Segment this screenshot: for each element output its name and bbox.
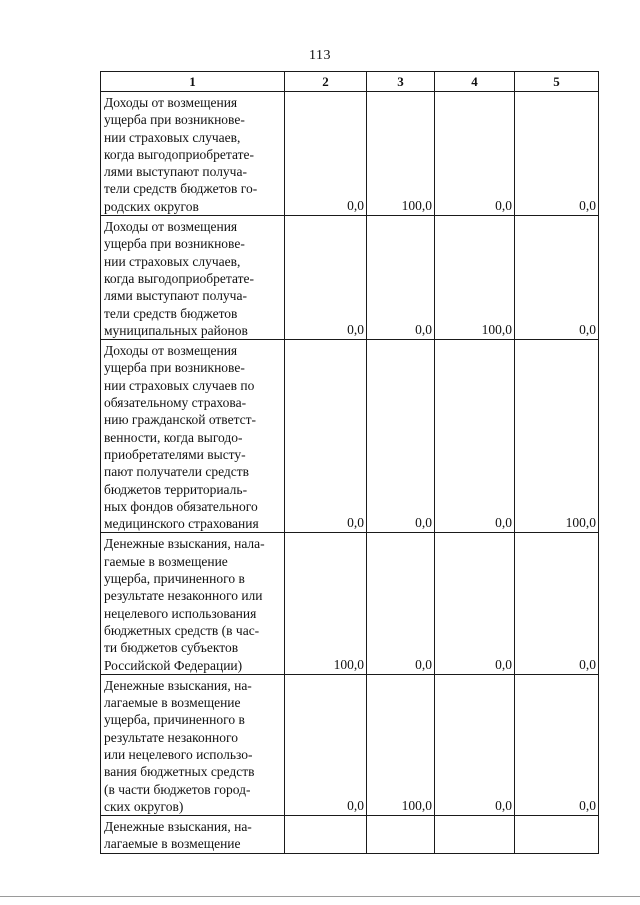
value-cell: 0,0 xyxy=(435,340,515,533)
row-label-cell xyxy=(101,92,285,216)
table-body xyxy=(101,92,599,854)
row-label-line: приобретателями высту- xyxy=(104,446,246,462)
column-header: 5 xyxy=(515,72,599,92)
row-label-line: нию гражданской ответст- xyxy=(104,412,257,428)
row-label-line: нии страховых случаев по xyxy=(104,377,255,393)
value-cell: 0,0 xyxy=(515,216,599,340)
row-label-line: вания бюджетных средств xyxy=(104,764,255,780)
row-label-line: родских округов xyxy=(104,198,199,214)
value-cell xyxy=(367,816,435,854)
value-cell: 0,0 xyxy=(285,340,367,533)
row-label-line: гаемые в возмещение xyxy=(104,553,228,569)
row-label-line: когда выгодоприобретате- xyxy=(104,270,255,286)
table-row xyxy=(101,816,599,854)
row-label-line: нии страховых случаев, xyxy=(104,129,241,145)
row-label-line: ущерба при возникнове- xyxy=(104,236,245,252)
row-label-line: нецелевого использования xyxy=(104,605,257,621)
row-label-line: Доходы от возмещения xyxy=(104,95,238,110)
table-row xyxy=(101,533,599,674)
row-label-line: муниципальных районов xyxy=(104,322,248,338)
table-header-row xyxy=(101,72,599,92)
row-label-cell xyxy=(101,340,285,533)
value-cell xyxy=(515,816,599,854)
row-label-line: ущерба, причиненного в xyxy=(104,712,245,728)
value-cell: 0,0 xyxy=(285,216,367,340)
row-label-line: Денежные взыскания, на- xyxy=(104,819,252,835)
row-label-line: Доходы от возмещения xyxy=(104,219,238,235)
value-cell: 0,0 xyxy=(515,674,599,815)
value-cell: 0,0 xyxy=(285,674,367,815)
table-row xyxy=(101,674,599,815)
row-label-line: лагаемые в возмещение xyxy=(104,695,241,711)
value-cell: 0,0 xyxy=(367,216,435,340)
row-label-line: обязательному страхова- xyxy=(104,395,247,411)
row-label-line: результате незаконного xyxy=(104,729,238,745)
row-label-line: ти бюджетов субъектов xyxy=(104,640,239,656)
value-cell xyxy=(285,816,367,854)
column-header: 3 xyxy=(367,72,435,92)
row-label-line: медицинского страхования xyxy=(104,516,259,532)
row-label-line: когда выгодоприобретате- xyxy=(104,146,255,162)
row-label-cell xyxy=(101,533,285,674)
table-row xyxy=(101,216,599,340)
column-header: 2 xyxy=(285,72,367,92)
row-label-line: Российской Федерации) xyxy=(104,657,243,673)
value-cell xyxy=(435,816,515,854)
value-cell: 0,0 xyxy=(367,533,435,674)
value-cell: 0,0 xyxy=(367,340,435,533)
data-table xyxy=(100,71,599,854)
column-header: 4 xyxy=(435,72,515,92)
table-row xyxy=(101,92,599,216)
row-label-line: ских округов) xyxy=(104,798,184,814)
row-label-line: ущерба при возникнове- xyxy=(104,360,245,376)
value-cell: 100,0 xyxy=(367,92,435,216)
value-cell: 100,0 xyxy=(285,533,367,674)
row-label-line: (в части бюджетов город- xyxy=(104,781,251,797)
value-cell: 0,0 xyxy=(285,92,367,216)
value-cell: 0,0 xyxy=(435,92,515,216)
page-number: 113 xyxy=(309,48,331,63)
value-cell: 0,0 xyxy=(515,92,599,216)
page-bottom-divider xyxy=(0,896,640,897)
column-header: 1 xyxy=(101,72,285,92)
value-cell: 0,0 xyxy=(435,533,515,674)
row-label-line: или нецелевого использо- xyxy=(104,746,253,762)
row-label-line: пают получатели средств xyxy=(104,464,250,480)
row-label-line: Денежные взыскания, нала- xyxy=(104,536,265,552)
row-label-line: ущерба при возникнове- xyxy=(104,112,245,128)
row-label-line: результате незаконного или xyxy=(104,588,263,604)
row-label-line: Доходы от возмещения xyxy=(104,343,238,359)
row-label-line: лагаемые в возмещение xyxy=(104,836,241,852)
row-label-line: тели средств бюджетов xyxy=(104,305,238,321)
row-label-cell xyxy=(101,816,285,854)
row-label-cell xyxy=(101,674,285,815)
value-cell: 0,0 xyxy=(435,674,515,815)
row-label-line: лями выступают получа- xyxy=(104,288,247,304)
row-label-line: ущерба, причиненного в xyxy=(104,571,245,587)
row-label-line: Денежные взыскания, на- xyxy=(104,677,252,693)
table-row xyxy=(101,340,599,533)
row-label-line: ных фондов обязательного xyxy=(104,498,258,514)
value-cell: 0,0 xyxy=(515,533,599,674)
row-label-line: бюджетных средств (в час- xyxy=(104,622,260,638)
value-cell: 100,0 xyxy=(515,340,599,533)
value-cell: 100,0 xyxy=(435,216,515,340)
row-label-cell xyxy=(101,216,285,340)
row-label-line: тели средств бюджетов го- xyxy=(104,181,258,197)
row-label-line: бюджетов территориаль- xyxy=(104,481,248,497)
row-label-line: венности, когда выгодо- xyxy=(104,429,243,445)
row-label-line: нии страховых случаев, xyxy=(104,253,241,269)
value-cell: 100,0 xyxy=(367,674,435,815)
row-label-line: лями выступают получа- xyxy=(104,164,247,180)
